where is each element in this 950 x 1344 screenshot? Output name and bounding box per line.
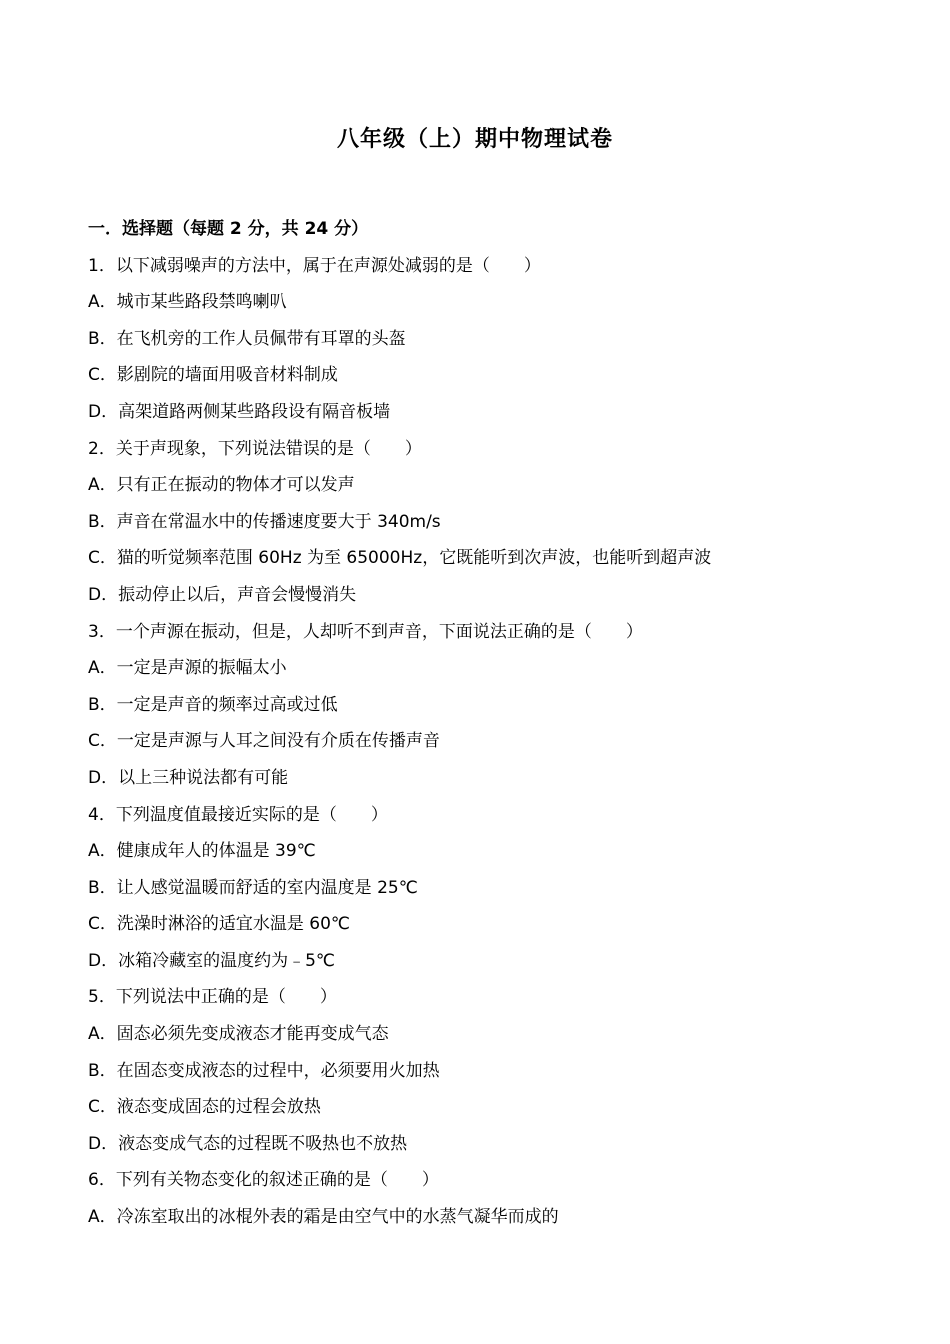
question-6-stem: 6．下列有关物态变化的叙述正确的是（ ） <box>88 1170 439 1191</box>
question-3-option-b: B．一定是声音的频率过高或过低 <box>88 694 338 715</box>
question-2-option-a: A．只有正在振动的物体才可以发声 <box>88 475 355 496</box>
question-5-stem: 5．下列说法中正确的是（ ） <box>88 987 337 1008</box>
question-6-option-a: A．冷冻室取出的冰棍外表的霜是由空气中的水蒸气凝华而成的 <box>88 1207 559 1228</box>
question-5-option-c: C．液态变成固态的过程会放热 <box>88 1097 321 1118</box>
question-1-option-b: B．在飞机旁的工作人员佩带有耳罩的头盔 <box>88 328 406 349</box>
question-1-option-a: A．城市某些路段禁鸣喇叭 <box>88 292 287 313</box>
question-4-option-b: B．让人感觉温暖而舒适的室内温度是 25℃ <box>88 877 418 898</box>
question-1-stem: 1．以下减弱噪声的方法中，属于在声源处减弱的是（ ） <box>88 255 541 276</box>
page-title: 八年级（上）期中物理试卷 <box>336 127 613 152</box>
question-5-option-d: D．液态变成气态的过程既不吸热也不放热 <box>88 1133 408 1154</box>
question-5-option-b: B．在固态变成液态的过程中，必须要用火加热 <box>88 1060 440 1081</box>
question-1-option-c: C．影剧院的墙面用吸音材料制成 <box>88 365 338 386</box>
question-4-stem: 4．下列温度值最接近实际的是（ ） <box>88 804 388 825</box>
question-4-option-c: C．洗澡时淋浴的适宜水温是 60℃ <box>88 914 350 935</box>
question-2-option-b: B．声音在常温水中的传播速度要大于 340m/s <box>88 511 441 532</box>
question-2-stem: 2．关于声现象，下列说法错误的是（ ） <box>88 438 422 459</box>
question-3-option-a: A．一定是声源的振幅太小 <box>88 658 287 679</box>
question-3-option-d: D．以上三种说法都有可能 <box>88 767 289 788</box>
question-2-option-d: D．振动停止以后，声音会慢慢消失 <box>88 584 357 605</box>
question-4-option-d: D．冰箱冷藏室的温度约为﹣5℃ <box>88 950 335 971</box>
question-3-stem: 3．一个声源在振动，但是，人却听不到声音，下面说法正确的是（ ） <box>88 621 643 642</box>
question-2-option-c: C．猫的听觉频率范围 60Hz 为至 65000Hz，它既能听到次声波，也能听到超声波 <box>88 548 712 569</box>
question-3-option-c: C．一定是声源与人耳之间没有介质在传播声音 <box>88 731 440 752</box>
question-1-option-d: D．高架道路两侧某些路段设有隔音板墙 <box>88 401 391 422</box>
question-4-option-a: A．健康成年人的体温是 39℃ <box>88 841 316 862</box>
question-5-option-a: A．固态必须先变成液态才能再变成气态 <box>88 1024 389 1045</box>
section-heading: 一．选择题（每题 2 分，共 24 分） <box>88 219 369 239</box>
exam-content <box>88 211 888 1236</box>
